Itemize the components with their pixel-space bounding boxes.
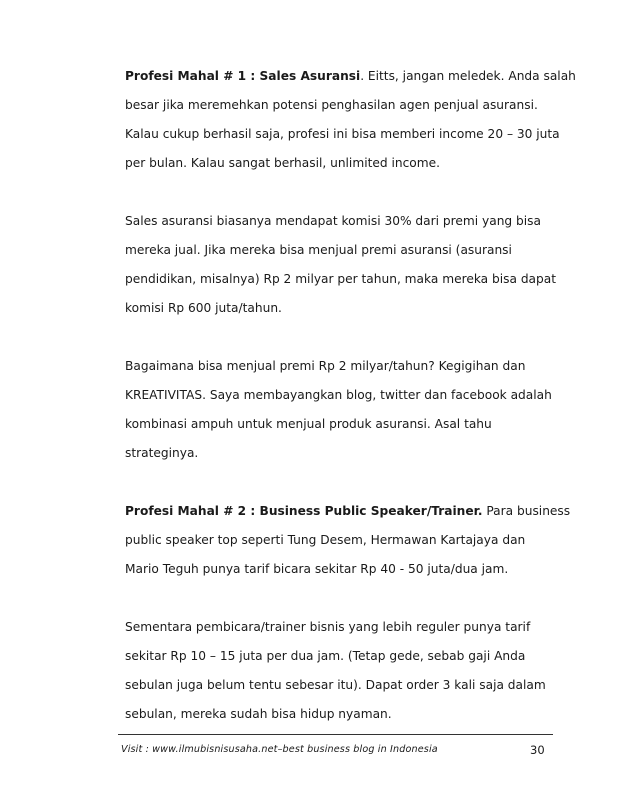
body-line: sebulan juga belum tentu sebesar itu). Dapat order 3 kali saja dalam [125, 678, 546, 692]
paragraph-gap [125, 323, 545, 352]
paragraph-gap [125, 584, 545, 613]
body-line: Kalau cukup berhasil saja, profesi ini bisa memberi income 20 – 30 juta [125, 127, 560, 141]
body-line: Sementara pembicara/trainer bisnis yang lebih reguler punya tarif [125, 620, 531, 634]
page-number: 30 [530, 743, 545, 757]
body-line: KREATIVITAS. Saya membayangkan blog, twitter dan facebook adalah [125, 388, 552, 402]
body-line: strateginya. [125, 446, 199, 460]
body-line: per bulan. Kalau sangat berhasil, unlimited income. [125, 156, 440, 170]
body-line: kombinasi ampuh untuk menjual produk asuransi. Asal tahu [125, 417, 492, 431]
body-line: Mario Teguh punya tarif bicara sekitar Rp 40 - 50 juta/dua jam. [125, 562, 509, 576]
body-line: Bagaimana bisa menjual premi Rp 2 milyar/tahun? Kegigihan dan [125, 359, 526, 373]
body-line: besar jika meremehkan potensi penghasilan agen penjual asuransi. [125, 98, 538, 112]
section-heading: Profesi Mahal # 1 : Sales Asuransi [125, 69, 361, 83]
body-line: komisi Rp 600 juta/tahun. [125, 301, 282, 315]
section-heading: Profesi Mahal # 2 : Business Public Speaker/Trainer. [125, 504, 483, 518]
paragraph-gap [125, 468, 545, 497]
body-line: public speaker top seperti Tung Desem, Hermawan Kartajaya dan [125, 533, 526, 547]
body-line: sekitar Rp 10 – 15 juta per dua jam. (Tetap gede, sebab gaji Anda [125, 649, 526, 663]
body-text: Para business [482, 504, 571, 518]
body-line: Sales asuransi biasanya mendapat komisi 30% dari premi yang bisa [125, 214, 541, 228]
body-content [125, 62, 576, 729]
body-line: mereka jual. Jika mereka bisa menjual premi asuransi (asuransi [125, 243, 512, 257]
footer-text: Visit : www.ilmubisnisusaha.net–best business blog in Indonesia [121, 744, 438, 755]
body-line: pendidikan, misalnya) Rp 2 milyar per tahun, maka mereka bisa dapat [125, 272, 557, 286]
body-line [125, 62, 576, 91]
body-text: . Eitts, jangan meledek. Anda salah [360, 69, 576, 83]
body-line [125, 497, 571, 526]
paragraph-gap [125, 178, 545, 207]
footer-divider [118, 734, 553, 735]
body-line: sebulan, mereka sudah bisa hidup nyaman. [125, 707, 392, 721]
